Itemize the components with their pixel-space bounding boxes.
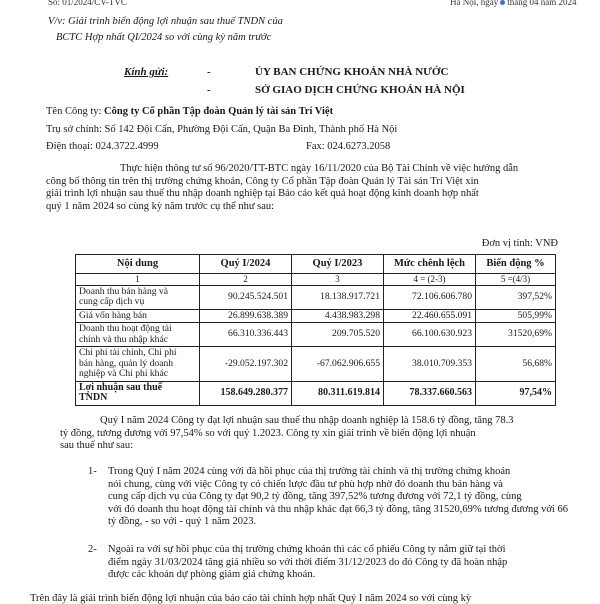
table-row-total <box>76 381 556 405</box>
addressee-label: Kính gửi: <box>124 66 169 78</box>
cell-q2023: 4.438.983.298 <box>292 309 384 323</box>
cell-pct: 31520,69% <box>476 323 556 347</box>
intro-line: công bố thông tin trên thị trường chứng khoán, Công ty Cổ phần Tập đoàn Quản lý Tài sản Trí Việt xin <box>46 175 479 187</box>
item-body <box>108 544 507 582</box>
item-line: với đó doanh thu hoạt động tài chính và thu nhập khác đạt 66,3 tỷ đồng, tăng 31520,69% tương đương với 66 <box>108 503 568 515</box>
cell-q2023: -67.062.906.655 <box>292 347 384 382</box>
subject-line-2: BCTC Hợp nhất QI/2024 so với cùng kỳ năm trước <box>56 32 272 43</box>
intro-line: quý 1 năm 2024 so cùng kỳ năm trước cụ thể như sau: <box>46 200 275 212</box>
cell-q2024: 158.649.280.377 <box>200 381 292 405</box>
document-date <box>450 0 577 7</box>
addressee-recipient-1: ỦY BAN CHỨNG KHOÁN NHÀ NƯỚC <box>255 66 449 78</box>
cell-q2024: 66.310.336.443 <box>200 323 292 347</box>
header-q2023: Quý I/2023 <box>292 255 384 274</box>
cell-q2023: 209.705.520 <box>292 323 384 347</box>
item-line: tỷ đồng, - so với - quý 1 năm 2023. <box>108 516 257 528</box>
cell-pct: 505,99% <box>476 309 556 323</box>
company-name-label: Tên Công ty: <box>46 106 105 117</box>
cell-diff: 38.010.709.353 <box>384 347 476 382</box>
table-row <box>76 347 556 382</box>
subject-line-1: V/v: Giải trình biến động lợi nhuận sau thuế TNDN của <box>48 16 283 27</box>
cell-q2024: -29.052.197.302 <box>200 347 292 382</box>
row-label <box>76 323 200 347</box>
row-label-line: Doanh thu hoạt động tài <box>79 323 172 334</box>
row-label-line: Doanh thu bán hàng và <box>79 285 168 297</box>
row-label <box>76 309 200 323</box>
table-row <box>76 309 556 323</box>
row-label-line: bán hàng, quản lý doanh <box>79 357 174 369</box>
item-line: Ngoài ra với sự hồi phục của thị trường chứng khoán thì các cổ phiếu Công ty nắm giữ tại thời <box>108 544 506 555</box>
header-q2024: Quý I/2024 <box>200 255 292 274</box>
item-line: cung cấp dịch vụ của Công ty đạt 90,2 tỷ đồng, tăng 397,52% tương đương với 72,1 tỷ đồng, cùng <box>108 491 522 503</box>
row-label <box>76 347 200 382</box>
unit-label: Đơn vị tính: VNĐ <box>481 238 558 249</box>
profit-table <box>75 254 556 406</box>
row-label <box>76 381 200 405</box>
index-cell: 1 <box>76 274 200 286</box>
intro-line: Thực hiện thông tư số 96/2020/TT-BTC ngày 16/11/2020 của Bộ Tài Chính về việc hướng dẫn <box>120 163 519 174</box>
row-label <box>76 285 200 309</box>
table-header-row <box>76 255 556 274</box>
company-fax: Fax: 024.6273.2058 <box>306 141 391 152</box>
index-cell: 5 =(4/3) <box>476 274 556 286</box>
company-name-value: Công ty Cổ phần Tập đoàn Quản lý tài sản Trí Việt <box>104 106 334 117</box>
row-label-line: Giá vốn hàng bán <box>79 309 147 321</box>
company-office: Trụ sở chính: Số 142 Đội Cấn, Phường Đội Cấn, Quận Ba Đình, Thành phố Hà Nội <box>46 124 398 135</box>
index-cell: 2 <box>200 274 292 286</box>
cell-q2023: 18.138.917.721 <box>292 285 384 309</box>
table-row <box>76 323 556 347</box>
summary-line: Quý I năm 2024 Công ty đạt lợi nhuận sau thuế thu nhập doanh nghiệp là 158.6 tỷ đồng, tăng 78.3 <box>100 415 514 426</box>
table-index-row <box>76 274 556 286</box>
row-label-line: chính và thu nhập khác <box>79 333 168 345</box>
row-label-line: Chi phí tài chính, Chi phí <box>79 347 177 358</box>
cell-q2024: 90.245.524.501 <box>200 285 292 309</box>
cell-q2024: 26.899.638.389 <box>200 309 292 323</box>
cell-diff: 22.460.655.091 <box>384 309 476 323</box>
index-cell: 3 <box>292 274 384 286</box>
summary-line: sau thuế như sau: <box>60 440 134 452</box>
header-diff: Mức chênh lệch <box>384 255 476 274</box>
date-suffix: tháng 04 năm 2024 <box>507 0 577 7</box>
company-name <box>46 106 333 117</box>
summary-paragraph <box>60 415 560 453</box>
summary-line: tỷ đồng, tương đương với 97,54% so với quý 1.2023. Công ty xin giải trình về biến động lợi nhuận <box>60 427 476 439</box>
header-pct: Biến động % <box>476 255 556 274</box>
cell-pct: 97,54% <box>476 381 556 405</box>
item-line: nói chung, cùng với việc Công ty có chiến lược đầu tư phù hợp nhờ đó doanh thu bán hàng và <box>108 478 503 490</box>
row-label-line: nghiệp và Chi phí khác <box>79 368 168 379</box>
row-label-line: TNDN <box>79 392 108 403</box>
date-prefix: Hà Nội, ngày <box>450 0 499 7</box>
row-label-line: cung cấp dịch vụ <box>79 296 145 307</box>
item-number: 2- <box>88 544 97 555</box>
cell-pct: 397,52% <box>476 285 556 309</box>
item-line: được các khoản dự phòng giảm giá chứng khoán. <box>108 569 316 581</box>
item-line: Trong Quý I năm 2024 cùng với đà hồi phục của thị trường tài chính và thị trường chứng khoán <box>108 466 511 477</box>
table-row <box>76 285 556 309</box>
cell-diff: 72.106.606.780 <box>384 285 476 309</box>
item-number: 1- <box>88 466 97 477</box>
document-number: Số: 01/2024/CV-TVC <box>48 0 127 7</box>
cell-pct: 56,68% <box>476 347 556 382</box>
header-content: Nội dung <box>76 255 200 274</box>
index-cell: 4 = (2-3) <box>384 274 476 286</box>
intro-line: giải trình lợi nhuận sau thuế thu nhập doanh nghiệp tại Báo cáo kết quả hoạt động kinh doanh hợp nhất <box>46 188 479 200</box>
intro-paragraph <box>46 163 556 213</box>
cell-diff: 78.337.660.563 <box>384 381 476 405</box>
cell-q2023: 80.311.619.814 <box>292 381 384 405</box>
footer-cut-text: Trên đây là giải trình biến động lợi nhuận của báo cáo tài chính hợp nhất Quý I năm 2024 so với cùng kỳ <box>30 593 472 604</box>
cell-diff: 66.100.630.923 <box>384 323 476 347</box>
addressee-recipient-2: SỞ GIAO DỊCH CHỨNG KHOÁN HÀ NỘI <box>255 84 465 96</box>
company-phone: Điện thoại: 024.3722.4999 <box>46 141 159 152</box>
addressee-dash-1: - <box>207 66 211 78</box>
date-mark-icon <box>500 0 505 5</box>
item-body <box>108 466 568 529</box>
row-label-line: Lợi nhuận sau thuế <box>79 381 163 393</box>
addressee-dash-2: - <box>207 84 211 96</box>
item-line: điểm ngày 31/03/2024 tăng giá nhiều so với thời điểm 31/12/2023 do đó Công ty đã hoàn nhập <box>108 556 508 568</box>
